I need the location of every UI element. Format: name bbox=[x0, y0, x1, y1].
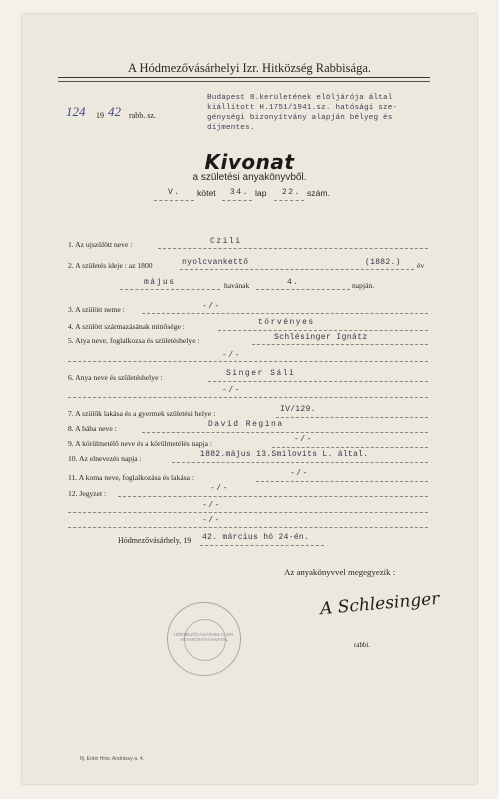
field-5-line bbox=[252, 344, 428, 345]
field-2-day: 4. bbox=[287, 278, 300, 287]
field-2-napjan: napján. bbox=[352, 281, 375, 290]
field-10-line bbox=[172, 462, 428, 463]
field-1-line bbox=[158, 248, 428, 249]
field-10-label: 10. Az elnevezés napja : bbox=[68, 454, 142, 463]
field-3-value: -/- bbox=[202, 302, 221, 311]
typed-note-line-1: Budapest 8.kerületének elöljárója által bbox=[207, 94, 393, 102]
document-heading: Kivonat bbox=[204, 150, 295, 174]
field-5-value: Schlésinger Ignátz bbox=[274, 333, 368, 342]
field-2-year: (1882.) bbox=[365, 258, 401, 267]
field-6-label: 6. Anya neve és születéshelye : bbox=[68, 373, 163, 382]
field-12-label: 12. Jegyzet : bbox=[68, 489, 107, 498]
field-12-line-3 bbox=[68, 527, 428, 528]
document-sheet bbox=[22, 14, 477, 784]
page-line bbox=[222, 200, 252, 201]
place-date-value: 42. március hó 24-én. bbox=[202, 533, 310, 542]
field-1-value: Czili bbox=[210, 237, 242, 246]
field-5-label: 5. Atya neve, foglalkozsa és születéshelye : bbox=[68, 336, 200, 345]
field-11-label: 11. A koma neve, foglalkozása és lakása : bbox=[68, 473, 195, 482]
office-title: A Hódmezővásárhelyi Izr. Hitközség Rabbisága. bbox=[128, 61, 371, 75]
page-value: 34. bbox=[230, 188, 249, 197]
field-2-label: 2. A születés ideje : az 1800 bbox=[68, 261, 153, 270]
field-3-label: 3. A szülött neme : bbox=[68, 305, 125, 314]
title-rule-thin bbox=[58, 81, 430, 82]
field-4-label: 4. A szülött származásának minősége : bbox=[68, 322, 185, 331]
year-prefix: 19 bbox=[96, 111, 104, 120]
document-subheading: a születési anyakönyvből. bbox=[192, 172, 307, 183]
field-12-line bbox=[118, 496, 428, 497]
page-label: lap bbox=[255, 188, 267, 198]
agreement-statement: Az anyakönyvvel megegyezik : bbox=[284, 567, 396, 577]
field-2-value: nyolcvankettő bbox=[182, 258, 249, 267]
field-8-value: David Regina bbox=[208, 420, 284, 429]
signer-title: rabbi. bbox=[354, 641, 371, 649]
typed-note-line-4: díjmentes. bbox=[207, 124, 255, 132]
field-2-month-line bbox=[120, 289, 220, 290]
field-11-line bbox=[256, 481, 428, 482]
field-9-line bbox=[272, 447, 428, 448]
field-4-value: törvényes bbox=[258, 318, 315, 327]
field-6-value: Singer Sáli bbox=[226, 369, 296, 378]
field-1-label: 1. Az ujszülött neve : bbox=[68, 240, 133, 249]
field-6-line bbox=[208, 381, 428, 382]
field-2-day-line bbox=[256, 289, 350, 290]
place-date-line bbox=[200, 545, 324, 546]
field-12-value-3: -/- bbox=[202, 516, 221, 525]
field-7-line bbox=[276, 417, 428, 418]
place-date-label: Hódmezővásárhely, 19 bbox=[118, 536, 192, 545]
title-rule-thick bbox=[58, 77, 430, 78]
field-7-value: IV/129. bbox=[280, 405, 316, 414]
field-2-line bbox=[180, 269, 414, 270]
volume-value: V. bbox=[168, 188, 181, 197]
field-3-line bbox=[142, 313, 428, 314]
printer-imprint: Ifj. Erdei Hnw. Andrássy-u. 4. bbox=[80, 756, 145, 762]
field-10-value: 1882.május 13.Smilovits L. által. bbox=[200, 450, 369, 459]
field-12-line-2 bbox=[68, 512, 428, 513]
year-value: 42 bbox=[108, 104, 121, 119]
typed-note-line-2: kiállított H.1751/1941.sz. hatósági sze- bbox=[207, 104, 398, 112]
field-12-value-2: -/- bbox=[202, 501, 221, 510]
field-2-ev: év bbox=[417, 261, 425, 270]
field-8-line bbox=[142, 432, 428, 433]
official-stamp bbox=[167, 602, 241, 676]
field-5-line-2 bbox=[68, 361, 428, 362]
field-7-label: 7. A szülők lakása és a gyermek születési helye : bbox=[68, 409, 216, 418]
field-6-value-2: -/- bbox=[222, 386, 241, 395]
field-5-value-2: -/- bbox=[222, 351, 241, 360]
volume-label: kötet bbox=[197, 188, 216, 198]
field-6-line-2 bbox=[68, 397, 428, 398]
reference-number: 124 bbox=[66, 104, 86, 119]
number-value: 22. bbox=[282, 188, 301, 197]
field-8-label: 8. A bába neve : bbox=[68, 424, 117, 433]
field-2-havanak: havának bbox=[224, 281, 250, 290]
rabbi-signature: A Schlesinger bbox=[319, 588, 441, 620]
number-label: szám. bbox=[307, 188, 330, 198]
number-line bbox=[274, 200, 304, 201]
field-11-value: -/- bbox=[290, 469, 309, 478]
reference-suffix: rabb. sz. bbox=[129, 111, 156, 120]
volume-line bbox=[154, 200, 194, 201]
field-4-line bbox=[218, 330, 428, 331]
field-9-value: -/- bbox=[294, 435, 313, 444]
typed-note-line-3: génységi bizonyítvány alapján bélyeg és bbox=[207, 114, 393, 122]
stamp-text: HÓDMEZŐVÁSÁRHELYI IZR. ANYAKÖNYVI HIVATAL bbox=[173, 632, 235, 642]
field-9-label: 9. A körülmetélő neve és a körülmetélés napja : bbox=[68, 439, 213, 448]
field-12-value: -/- bbox=[210, 484, 229, 493]
field-2-month: május bbox=[144, 278, 176, 287]
